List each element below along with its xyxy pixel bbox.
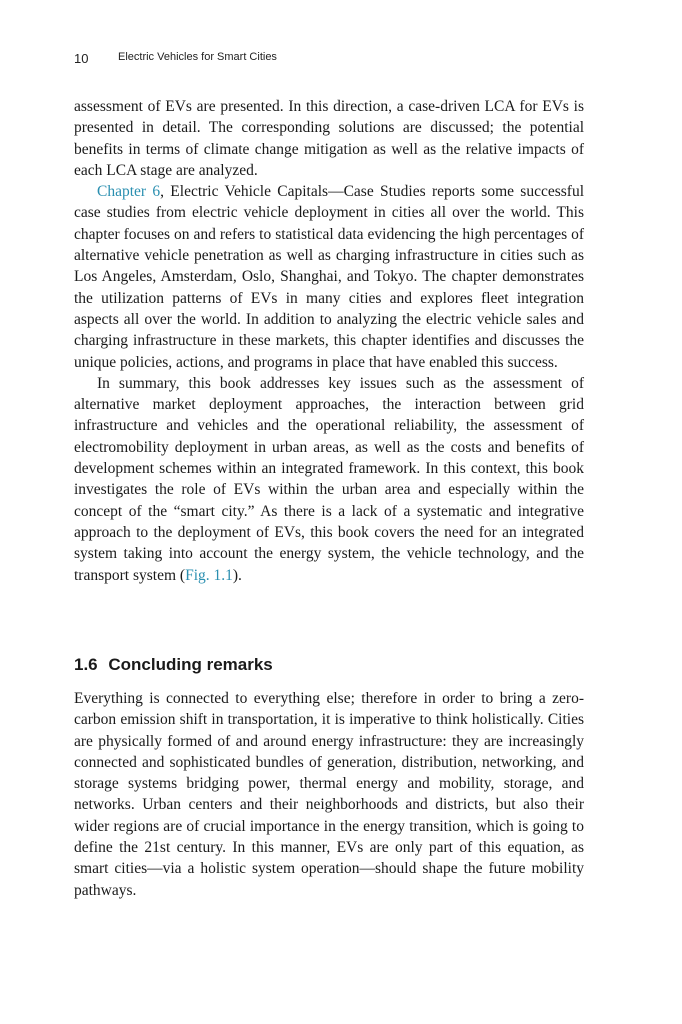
page-number: 10: [74, 51, 89, 66]
chapter-6-link[interactable]: Chapter 6: [97, 183, 161, 201]
running-head: [74, 51, 277, 66]
body-text-top: [74, 96, 584, 586]
paragraph-chapter6-text: , Electric Vehicle Capitals—Case Studies reports some successful case studies from electric vehicle deployment in cities all over the world. This chapter focuses on and refers to statistical data evidencing the high percentages of alternative vehicle penetration as well as charging infrastructure in cities such as Los Angeles, Amsterdam, Oslo, Shanghai, and Tokyo. The chapter demonstrates the utilization patterns of EVs in many cities and explores fleet integration aspects all over the world. In addition to analyzing the electric vehicle sales and charging infrastructure in these markets, this chapter identifies and discusses the unique policies, actions, and programs in place that have enabled this success.: [74, 183, 584, 371]
paragraph-summary: [74, 373, 584, 586]
paragraph-lca: [74, 96, 584, 181]
section-heading: [74, 655, 273, 675]
paragraph-lca-text: assessment of EVs are presented. In this direction, a case-driven LCA for EVs is presented in detail. The corresponding solutions are discussed; the potential benefits in terms of climate change mitigation as well as the relative impacts of each LCA stage are analyzed.: [74, 98, 584, 179]
body-text-concluding: [74, 688, 584, 901]
paragraph-chapter6: [74, 181, 584, 373]
paragraph-concluding-text: Everything is connected to everything else; therefore in order to bring a zero-carbon emission shift in transportation, it is imperative to think holistically. Cities are physically formed of and around energy infrastructure: they are increasingly connected and sophisticated bundles of generation, distribution, networking, and storage systems bridging power, thermal energy and mobility, storage, and networks. Urban centers and their neighborhoods and districts, but also their wider regions are of crucial importance in the energy transition, which is going to define the 21st century. In this manner, EVs are only part of this equation, as smart cities—via a holistic system operation—should shape the future mobility pathways.: [74, 690, 584, 899]
paragraph-summary-end: ).: [232, 566, 242, 584]
section-number: 1.6: [74, 655, 98, 674]
fig-1-1-link[interactable]: Fig. 1.1: [185, 566, 233, 584]
paragraph-summary-text: In summary, this book addresses key issues such as the assessment of alternative market deployment approaches, the interaction between grid infrastructure and vehicles and the operational reliability, the assessment of electromobility deployment in urban areas, as well as the costs and benefits of development schemes within an integrated framework. In this context, this book investigates the role of EVs within the urban area and especially within the concept of the “smart city.” As there is a lack of a systematic and integrative approach to the deployment of EVs, this book covers the need for an integrated system taking into account the energy system, the vehicle technology, and the transport system (: [74, 374, 584, 584]
book-title: Electric Vehicles for Smart Cities: [118, 51, 277, 63]
section-title: Concluding remarks: [108, 655, 273, 674]
paragraph-concluding: [74, 688, 584, 901]
